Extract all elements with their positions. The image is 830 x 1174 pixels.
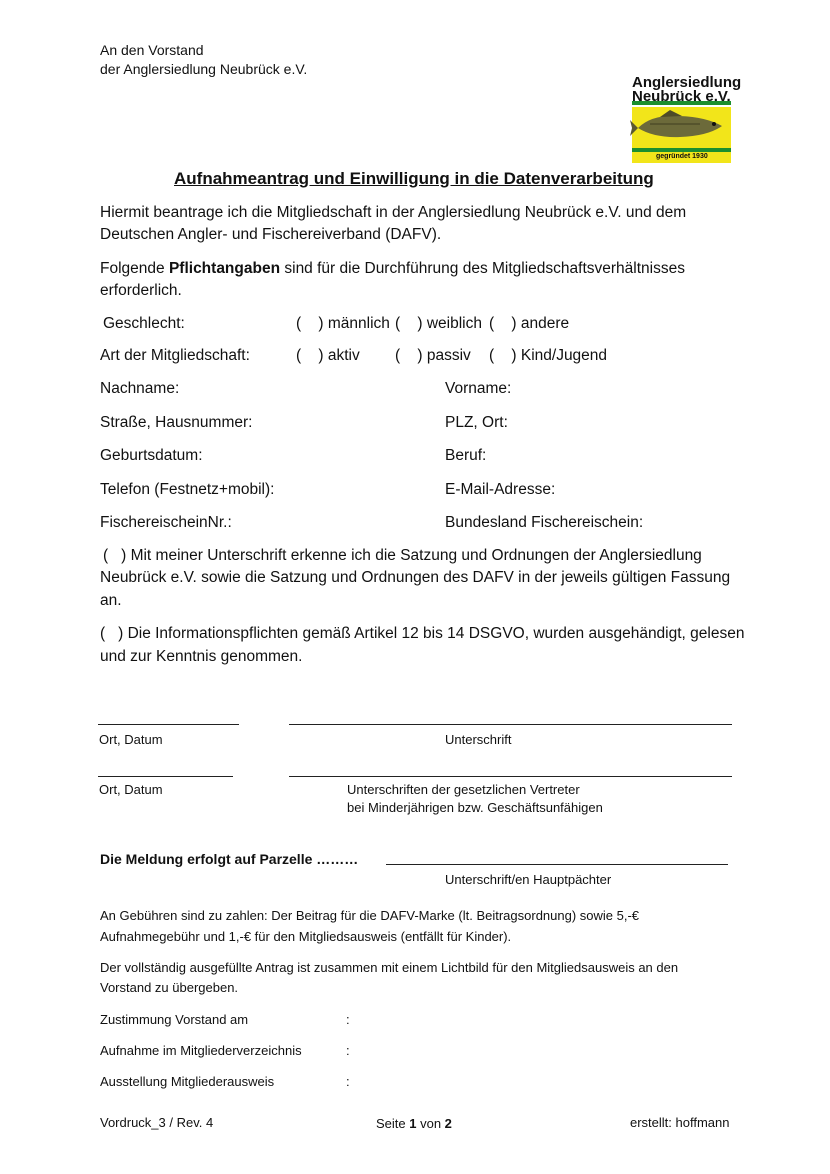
place-date-label-2: Ort, Datum xyxy=(99,782,163,797)
membership-option-active[interactable]: ( ) aktiv xyxy=(296,347,360,364)
signature-label-1: Unterschrift xyxy=(445,732,512,747)
membership-option-passive[interactable]: ( ) passiv xyxy=(395,347,471,364)
mandatory-suffix: sind für die Durchführung des Mitgliedschaftsverhältnisses xyxy=(280,260,685,277)
field-strasse[interactable]: Straße, Hausnummer: xyxy=(100,414,253,431)
fees-line-2: Aufnahmegebühr und 1,-€ für den Mitgliedsausweis (entfällt für Kinder). xyxy=(100,929,512,944)
footer-page-current: 1 xyxy=(409,1116,417,1131)
logo-founded: gegründet 1930 xyxy=(656,153,708,160)
page-title: Aufnahmeantrag und Einwilligung in die Datenverarbeitung xyxy=(174,169,654,188)
footer-form-id: Vordruck_3 / Rev. 4 xyxy=(100,1115,214,1130)
consent-satzung-line-3: an. xyxy=(100,592,122,609)
logo-name-line-1: Anglersiedlung xyxy=(632,74,742,91)
field-bundesland-fischereischein[interactable]: Bundesland Fischereischein: xyxy=(445,514,644,531)
signature-line-1[interactable] xyxy=(289,724,732,725)
field-geburtsdatum[interactable]: Geburtsdatum: xyxy=(100,447,203,464)
office-card-label: Ausstellung Mitgliederausweis xyxy=(100,1074,275,1089)
footer-page-total: 2 xyxy=(444,1116,452,1131)
consent-satzung-line-2: Neubrück e.V. sowie die Satzung und Ordnungen des DAFV in der jeweils gültigen Fassung xyxy=(100,569,731,586)
recipient-line-2: der Anglersiedlung Neubrück e.V. xyxy=(100,61,308,77)
parcel-signature-label: Unterschrift/en Hauptpächter xyxy=(445,872,612,887)
membership-option-passive-label: passiv xyxy=(426,347,471,364)
membership-option-youth-label: Kind/Jugend xyxy=(520,347,608,364)
office-card-colon: : xyxy=(346,1074,350,1089)
office-approval-label: Zustimmung Vorstand am xyxy=(100,1012,249,1027)
footer-author: erstellt: hoffmann xyxy=(630,1115,730,1130)
place-date-line-1[interactable] xyxy=(98,724,239,725)
mandatory-line-1 xyxy=(100,260,685,278)
consent-satzung-line-1[interactable]: ( ) Mit meiner Unterschrift erkenne ich die Satzung und Ordnungen der Anglersiedlung xyxy=(103,547,702,564)
office-registry-label: Aufnahme im Mitgliederverzeichnis xyxy=(100,1043,302,1058)
intro-line-2: Deutschen Angler- und Fischereiverband (DAFV). xyxy=(100,226,442,243)
gender-option-male-label: männlich xyxy=(327,315,390,332)
consent-dsgvo-line-2: und zur Kenntnis genommen. xyxy=(100,648,303,665)
place-date-label-1: Ort, Datum xyxy=(99,732,163,747)
field-email[interactable]: E-Mail-Adresse: xyxy=(445,481,556,498)
gender-option-other[interactable]: ( ) andere xyxy=(489,315,570,332)
mandatory-bold: Pflichtangaben xyxy=(168,260,281,277)
gender-label: Geschlecht: xyxy=(103,315,185,332)
field-plz-ort[interactable]: PLZ, Ort: xyxy=(445,414,508,431)
membership-option-active-label: aktiv xyxy=(327,347,360,364)
parcel-label: Die Meldung erfolgt auf Parzelle ……… xyxy=(100,851,359,867)
intro-line-1: Hiermit beantrage ich die Mitgliedschaft in der Anglersiedlung Neubrück e.V. und dem xyxy=(100,204,687,221)
footer-page-prefix: Seite xyxy=(376,1116,410,1131)
field-telefon[interactable]: Telefon (Festnetz+mobil): xyxy=(100,481,275,498)
field-nachname[interactable]: Nachname: xyxy=(100,380,180,397)
logo-name-line-2: Neubrück e.V. xyxy=(632,88,731,105)
field-fischereischein-nr[interactable]: FischereischeinNr.: xyxy=(100,514,232,531)
office-approval-colon: : xyxy=(346,1012,350,1027)
footer-page-mid: von xyxy=(416,1116,445,1131)
guardian-signature-label-2: bei Minderjährigen bzw. Geschäftsunfähigen xyxy=(347,800,603,815)
footer-page-number xyxy=(376,1116,452,1131)
recipient-line-1: An den Vorstand xyxy=(100,42,204,58)
mandatory-line-2: erforderlich. xyxy=(100,282,182,299)
field-vorname[interactable]: Vorname: xyxy=(445,380,512,397)
place-date-line-2[interactable] xyxy=(98,776,233,777)
consent-dsgvo-line-1[interactable]: ( ) Die Informationspflichten gemäß Artikel 12 bis 14 DSGVO, wurden ausgehändigt, gelesen xyxy=(100,625,745,642)
guardian-signature-label-1: Unterschriften der gesetzlichen Vertreter xyxy=(347,782,580,797)
consent-satzung-text-1: Mit meiner Unterschrift erkenne ich die Satzung und Ordnungen der Anglersiedlung xyxy=(130,547,702,564)
signature-line-2[interactable] xyxy=(289,776,732,777)
field-beruf[interactable]: Beruf: xyxy=(445,447,487,464)
membership-option-youth[interactable]: ( ) Kind/Jugend xyxy=(489,347,608,364)
gender-option-male[interactable]: ( ) männlich xyxy=(296,315,390,332)
parcel-signature-line[interactable] xyxy=(386,864,728,865)
submission-line-2: Vorstand zu übergeben. xyxy=(100,980,239,995)
consent-dsgvo-text-1: Die Informationspflichten gemäß Artikel 12 bis 14 DSGVO, wurden ausgehändigt, gelesen xyxy=(127,625,745,642)
membership-label: Art der Mitgliedschaft: xyxy=(100,347,250,364)
office-registry-colon: : xyxy=(346,1043,350,1058)
gender-option-female-label: weiblich xyxy=(426,315,482,332)
gender-option-female[interactable]: ( ) weiblich xyxy=(395,315,482,332)
fees-line-1: An Gebühren sind zu zahlen: Der Beitrag für die DAFV-Marke (lt. Beitragsordnung) sowie 5,-€ xyxy=(100,908,640,923)
mandatory-prefix: Folgende xyxy=(100,260,169,277)
gender-option-other-label: andere xyxy=(520,315,570,332)
submission-line-1: Der vollständig ausgefüllte Antrag ist zusammen mit einem Lichtbild für den Mitgliedsausweis an den xyxy=(100,960,679,975)
